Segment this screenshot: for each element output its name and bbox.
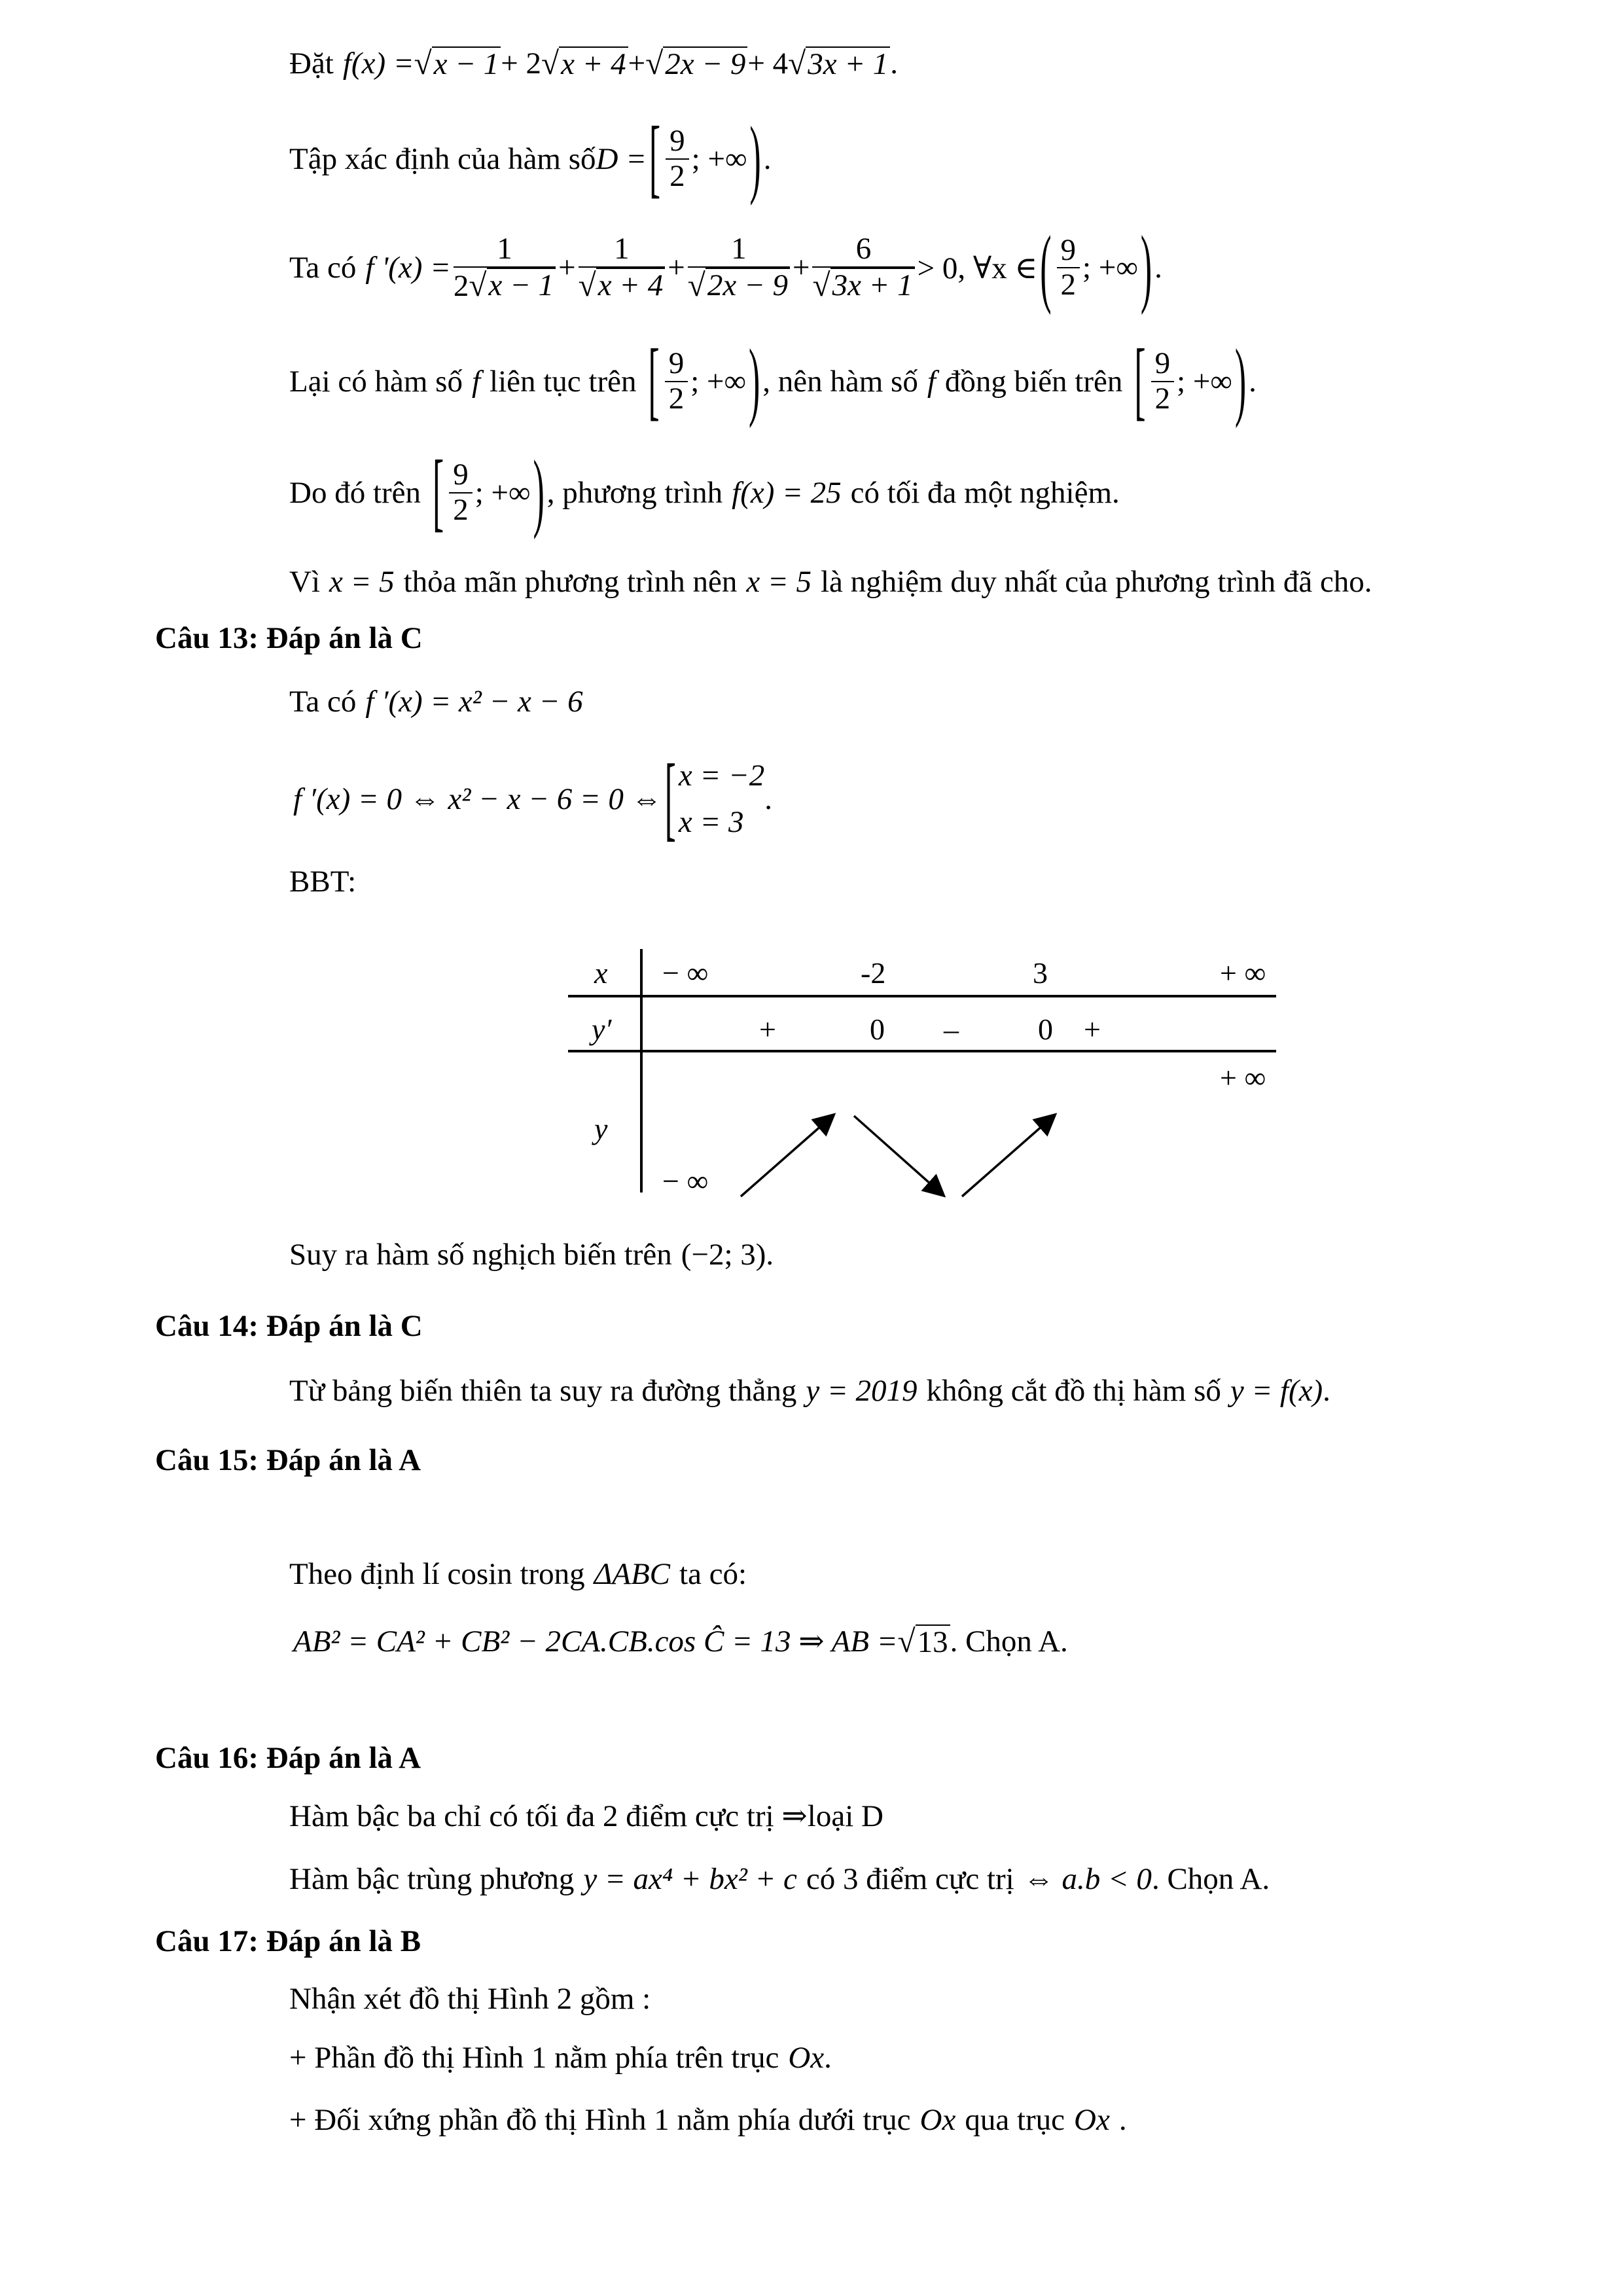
bracket: ( [1040, 219, 1052, 317]
math: (−2; 3) [681, 1238, 766, 1272]
sqrt: √ 2x − 9 [645, 45, 747, 82]
text: có 3 điểm cực trị [806, 1862, 1014, 1896]
math: + [792, 251, 810, 285]
math: x = 5 [329, 565, 395, 599]
text: . [1118, 2103, 1127, 2137]
variation-table [563, 942, 1276, 1204]
fraction [665, 347, 688, 416]
text: . [824, 2041, 832, 2075]
arrow-increasing [741, 1116, 832, 1196]
sign: + [759, 1013, 776, 1046]
heading-cau-13: Câu 13: Đáp án là C [155, 621, 423, 655]
math: + 4 [747, 46, 789, 81]
x-value: − ∞ [662, 956, 709, 990]
bracket: [ [664, 746, 676, 852]
fraction [666, 124, 689, 193]
numerator: 1 [579, 232, 666, 268]
bracket: ) [749, 110, 761, 207]
fraction [812, 232, 914, 303]
bbt-label: BBT: [289, 865, 357, 899]
math: + [628, 46, 646, 81]
text: . [764, 781, 772, 816]
math: f(x) = [342, 46, 414, 81]
sign: + [1084, 1013, 1101, 1046]
line-14 [289, 1373, 1330, 1408]
text: không cắt đồ thị hàm số [926, 1374, 1221, 1408]
bracket: [ [433, 444, 444, 541]
numerator: 9 [1151, 347, 1175, 382]
y-value: + ∞ [1220, 1061, 1266, 1094]
text: Đặt [289, 46, 334, 81]
text: , nên hàm số [762, 364, 918, 399]
math: ; +∞ [1082, 251, 1138, 285]
numerator: 9 [1057, 234, 1080, 269]
text: qua trục [965, 2103, 1065, 2137]
math: f ′(x) = x² − x − 6 [365, 685, 583, 719]
fraction [1057, 234, 1080, 302]
fraction [1151, 347, 1175, 416]
text: ta có: [679, 1557, 747, 1591]
sign: 0 [870, 1013, 885, 1046]
line-continuity [289, 332, 1257, 430]
denominator: 2 [669, 158, 685, 193]
fraction [579, 232, 666, 303]
denominator: 2 [1060, 268, 1077, 302]
math: f [927, 364, 936, 399]
text: Do đó trên [289, 475, 421, 510]
x-value: + ∞ [1220, 956, 1266, 990]
line-conclusion-13 [289, 1237, 774, 1272]
heading-cau-14: Câu 14: Đáp án là C [155, 1309, 423, 1343]
row-label-y: y [594, 1112, 608, 1145]
text: . [1154, 251, 1162, 285]
text: liên tục trên [490, 364, 637, 399]
line-15a [289, 1556, 747, 1592]
math: ΔABC [594, 1557, 671, 1591]
text: Từ bảng biến thiên ta suy ra đường thẳng [289, 1374, 797, 1408]
text: Lại có hàm số [289, 364, 463, 399]
text: là nghiệm duy nhất của phương trình đã cho. [820, 565, 1372, 599]
bracket: [ [649, 110, 661, 207]
row-label-yprime: y′ [592, 1013, 612, 1046]
sqrt: √ 13 [897, 1623, 950, 1660]
line-derivative [289, 219, 1162, 317]
text: . Chọn A. [950, 1624, 1068, 1659]
bracket: ) [1140, 219, 1152, 317]
math: AB² = CA² + CB² − 2CA.CB.cos Ĉ = 13 ⇒ AB = [293, 1624, 898, 1659]
coef: 2 [453, 268, 469, 303]
root-set [679, 753, 764, 845]
text: Hàm bậc trùng phương [289, 1862, 575, 1896]
math: y = ax⁴ + bx² + c [583, 1862, 797, 1896]
text: Vì [289, 565, 320, 599]
numerator: 1 [688, 232, 790, 268]
math: x = 5 [746, 565, 812, 599]
root: x = −2 [678, 759, 765, 793]
fraction [454, 232, 556, 303]
line-domain [289, 110, 772, 207]
math: f '(x) = [365, 251, 451, 285]
math: Ox [788, 2041, 825, 2075]
radicand: 2x − 9 [705, 268, 790, 303]
text: . [1323, 1374, 1330, 1408]
denominator: √ 2x − 9 [688, 268, 790, 303]
text: . [890, 46, 899, 81]
heading-cau-17: Câu 17: Đáp án là B [155, 1924, 421, 1958]
line-define-f [289, 45, 898, 82]
line-17a: Nhận xét đồ thị Hình 2 gồm : [289, 1982, 651, 2016]
radicand: 2x − 9 [663, 46, 747, 82]
radicand: 3x + 1 [806, 46, 890, 82]
radicand: 3x + 1 [830, 268, 915, 303]
math: Ox [919, 2103, 956, 2137]
text: Ta có [289, 685, 357, 719]
line-unique-root [289, 564, 1372, 600]
x-value: 3 [1033, 956, 1048, 990]
radicand: x − 1 [487, 268, 556, 303]
sqrt: √ x − 1 [414, 45, 501, 82]
bracket: ) [749, 332, 760, 430]
x-value: -2 [861, 956, 886, 990]
text: Suy ra hàm số nghịch biến trên [289, 1238, 672, 1272]
line-17b [289, 2040, 832, 2075]
text: . [763, 141, 772, 176]
math: ; +∞ [691, 141, 747, 176]
math: + [668, 251, 685, 285]
line-16b [289, 1861, 1270, 1897]
sign: – [944, 1013, 959, 1046]
math: f ′(x) = 0 ⇔ x² − x − 6 = 0 ⇔ [293, 781, 662, 816]
denominator: 2 √ x − 1 [454, 268, 556, 304]
text: đồng biến trên [944, 364, 1123, 399]
line-17c [289, 2102, 1127, 2138]
sqrt: √ x + 4 [541, 45, 628, 82]
radicand: x − 1 [432, 46, 501, 82]
text: . [1249, 364, 1257, 399]
sign: 0 [1038, 1013, 1053, 1046]
bracket: ) [533, 444, 544, 541]
text: thỏa mãn phương trình nên [403, 565, 738, 599]
numerator: 9 [665, 347, 688, 382]
denominator: 2 [1154, 381, 1171, 416]
text: Theo định lí cosin trong [289, 1557, 585, 1591]
radicand: x + 4 [559, 46, 628, 82]
heading-cau-15: Câu 15: Đáp án là A [155, 1443, 421, 1477]
arrow-decreasing [854, 1116, 942, 1194]
row-label-x: x [594, 956, 608, 990]
math: + [558, 251, 576, 285]
line-at-most-one [289, 444, 1120, 541]
math: f(x) = 25 [732, 475, 842, 510]
radicand: x + 4 [596, 268, 666, 303]
text: có tối đa một nghiệm. [850, 475, 1120, 510]
line-16a: Hàm bậc ba chỉ có tối đa 2 điểm cực trị ⇒loại D [289, 1799, 883, 1833]
text: Ta có [289, 251, 357, 285]
arrow-increasing [962, 1116, 1054, 1196]
text: . [766, 1238, 774, 1272]
bracket: ) [1234, 332, 1247, 430]
math: ⇔ a.b < 0 [1023, 1862, 1152, 1896]
root: x = 3 [678, 804, 744, 839]
math: ; +∞ [690, 364, 747, 399]
denominator: 2 [453, 492, 469, 527]
math: y = f(x) [1230, 1374, 1323, 1408]
math: D = [596, 141, 647, 176]
line-derivative-13 [289, 684, 583, 719]
denominator: 2 [668, 381, 685, 416]
math: > 0, ∀x ∈ [917, 251, 1038, 285]
math: ; +∞ [474, 475, 531, 510]
denominator: √ 3x + 1 [812, 268, 914, 303]
fraction [449, 458, 473, 527]
text: , phương trình [546, 475, 723, 510]
text: . Chọn A. [1151, 1862, 1270, 1896]
sqrt: √ 3x + 1 [788, 45, 890, 82]
text: + Phần đồ thị Hình 1 nằm phía trên trục [289, 2041, 779, 2075]
math: f [471, 364, 481, 399]
text: Tập xác định của hàm số [289, 141, 596, 176]
numerator: 1 [454, 232, 556, 268]
heading-cau-16: Câu 16: Đáp án là A [155, 1741, 421, 1775]
numerator: 6 [812, 232, 914, 268]
denominator: √ x + 4 [579, 268, 666, 303]
line-15b [293, 1623, 1068, 1660]
bracket: [ [648, 332, 660, 430]
numerator: 9 [666, 124, 689, 160]
math: + 2 [501, 46, 541, 81]
line-roots [293, 746, 772, 852]
fraction [688, 232, 790, 303]
radicand: 13 [916, 1624, 950, 1660]
math: ; +∞ [1177, 364, 1232, 399]
text: + Đối xứng phần đồ thị Hình 1 nằm phía dưới trục [289, 2103, 911, 2137]
math: y = 2019 [806, 1374, 918, 1408]
y-value: − ∞ [662, 1164, 709, 1198]
numerator: 9 [449, 458, 473, 493]
math: Ox [1074, 2103, 1110, 2137]
bracket: [ [1134, 332, 1146, 430]
